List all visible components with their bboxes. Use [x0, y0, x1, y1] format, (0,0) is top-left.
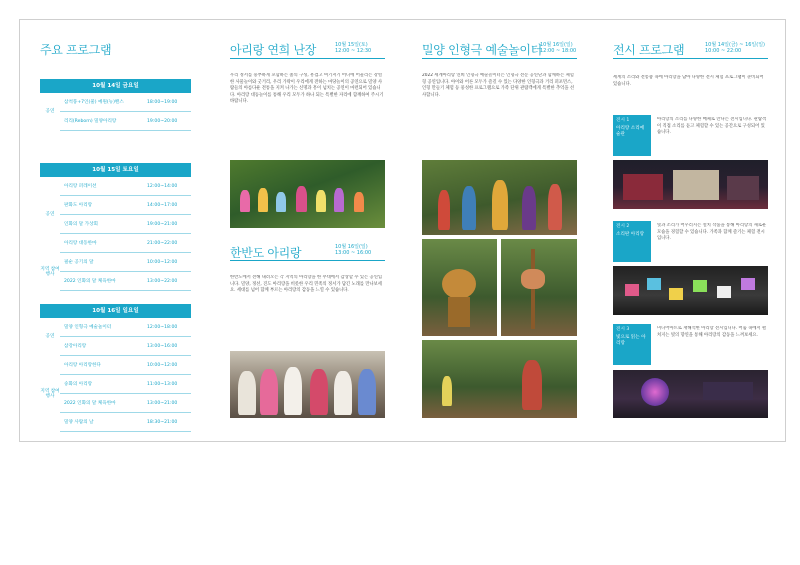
schedule-row [60, 215, 191, 234]
time-line: 12:00 ~ 12:30 [335, 48, 372, 54]
date-line: 10월 15일(토) [335, 42, 368, 48]
schedule-row [60, 337, 191, 356]
event-time: 12:00~18:00 [147, 324, 178, 330]
section-date [705, 42, 765, 54]
schedule-row [60, 272, 191, 291]
schedule-row [60, 318, 191, 337]
event-time: 10:00~12:00 [147, 259, 178, 265]
group-label: 공연 [45, 109, 55, 115]
puppet-parade-photo [422, 340, 577, 418]
event-name: 필순 공기의 달 [64, 260, 94, 265]
schedule-group [40, 253, 191, 291]
schedule-day-3 [40, 304, 191, 432]
section-title-main-program: 주요 프로그램 [40, 43, 112, 57]
event-time: 19:00~21:00 [147, 221, 178, 227]
exhibition-text-1: 아리랑의 소리를 다양한 매체로 만나는 전시입니다. 관람객이 직접 소리를 듣고 체험할 수 있는 공간으로 구성되어 있습니다. [657, 117, 767, 136]
section-title-puppet: 밀양 인형극 예술놀이터 [422, 43, 542, 57]
day-header: 10월 15일 토요일 [40, 163, 191, 177]
section-date [335, 244, 371, 256]
section-rule [422, 58, 577, 59]
section-rule [230, 260, 385, 261]
marionette-photo [501, 239, 577, 336]
arirang-performance-column [230, 20, 387, 441]
day-header: 10월 16일 일요일 [40, 304, 191, 318]
event-time: 18:30~21:00 [147, 419, 178, 425]
group-label: 지역 참여 행사 [40, 266, 60, 277]
event-name: 아리랑 퍼레이션 [64, 184, 97, 189]
time-line: 13:00 ~ 16:00 [335, 250, 372, 256]
section-title-yeonhui: 아리랑 연희 난장 [230, 43, 317, 57]
time-line: 10:00 ~ 22:00 [705, 48, 742, 54]
schedule-row [60, 234, 191, 253]
section-body: 한반도에서 전해 내려오는 각 지역의 아리랑을 한 무대에서 감상할 수 있는 공연입니다. 밀양, 정선, 진도 아리랑을 비롯한 우리 민족의 정서가 담긴 노래를 만나보세요. 세대를 넘어 함께 부르는 아리랑의 감동을 느낄 수 있습니다. [230, 275, 382, 294]
day-header: 10월 14일 금요일 [40, 79, 191, 93]
schedule-row [60, 375, 191, 394]
event-time: 19:00~20:00 [147, 118, 178, 124]
dance-photo [230, 160, 385, 228]
event-name: 삼강아리랑 [64, 344, 87, 349]
event-name: 리리(Reborn) 밀양아리랑 [64, 119, 117, 124]
date-line: 10월 14일(금) ~ 16일(일) [705, 42, 765, 48]
schedule-row [60, 93, 191, 112]
section-title-exhibition: 전시 프로그램 [613, 43, 685, 57]
time-line: 12:00 ~ 18:00 [540, 48, 577, 54]
event-name: 아리랑 대동한마 [64, 241, 97, 246]
schedule-row [60, 196, 191, 215]
badge-name: 빛으로 읽는 아리랑 [616, 335, 646, 346]
event-time: 13:00~16:00 [147, 343, 178, 349]
exhibition-badge-3 [613, 324, 651, 365]
schedule-group [40, 318, 191, 356]
event-name: 삼척풍+7인(물) 예원(뉴)밴스 [64, 100, 124, 105]
event-name: 밀양 인형극 예술놀이터 [64, 325, 112, 330]
section-date [540, 42, 576, 54]
media-art-photo [613, 370, 768, 418]
group-label: 지역 참여 행사 [40, 388, 60, 399]
event-time: 14:00~17:00 [147, 202, 178, 208]
brochure-spread [19, 19, 786, 442]
section-title-hanbando: 한반도 아리랑 [230, 246, 302, 260]
exhibition-text-3: 미디어아트로 재해석한 아리랑 전시입니다. 어둠 속에서 펼쳐지는 빛의 향연을 통해 아리랑의 감동을 느껴보세요. [657, 326, 767, 338]
schedule-row [60, 356, 191, 375]
badge-tag: 전시 3 [616, 327, 630, 332]
exhibition-hall-photo [613, 160, 768, 209]
exhibition-column [613, 20, 768, 441]
event-name: 인화의 달 가상회 [64, 222, 98, 227]
event-time: 21:00~22:00 [147, 240, 178, 246]
date-line: 10월 16일(일) [335, 244, 368, 250]
exhibition-badge-2 [613, 221, 651, 262]
section-body: 2022 세계아리랑 연희 인형극 예술놀이터는 인형극 전문 공연단과 함께하는 체험형 공연입니다. 아이와 어른 모두가 즐길 수 있는 다양한 인형극과 거리 퍼포먼스, 인형 만들기 체험 등 풍성한 프로그램으로 가족 단위 관람객에게 특별한 추억을 선사합니다. [422, 73, 574, 98]
puppet-crowd-photo [422, 160, 577, 235]
exhibition-badge-1 [613, 115, 651, 156]
section-rule [230, 58, 385, 59]
event-time: 13:00~22:00 [147, 278, 178, 284]
event-name: 밀양 사람의 날 [64, 420, 94, 425]
badge-name: 아리랑 소리예술관 [616, 126, 645, 137]
event-time: 11:00~13:00 [147, 381, 178, 387]
schedule-day-1 [40, 79, 191, 131]
schedule-group [40, 177, 191, 253]
event-name: 아리랑 아리랑한다 [64, 363, 101, 368]
section-rule [613, 58, 768, 59]
date-line: 10월 16일(일) [540, 42, 573, 48]
event-name: 2022 인화의 달 체육한마 [64, 279, 116, 284]
light-blocks-photo [613, 266, 768, 315]
event-time: 12:00~14:00 [147, 183, 178, 189]
group-label: 공연 [45, 334, 55, 340]
event-time: 13:00~21:00 [147, 400, 178, 406]
schedule-row [60, 177, 191, 196]
schedule-day-2 [40, 163, 191, 291]
schedule-row [60, 394, 191, 413]
badge-name: 소리판 아리랑 [616, 232, 645, 237]
schedule-row [60, 413, 191, 432]
badge-tag: 전시 2 [616, 224, 630, 229]
event-time: 18:00~19:00 [147, 99, 178, 105]
puppet-theater-column [422, 20, 579, 441]
exhibition-text-2: 빛과 소리가 어우러지는 설치 작품을 통해 아리랑의 새로운 모습을 경험할 수 있습니다. 가족과 함께 즐기는 체험 전시입니다. [657, 223, 767, 242]
section-body: 세계의 소리와 전통춤 속에 아리랑을 담아 다양한 전시 체험 프로그램이 준비되어 있습니다. [613, 75, 764, 87]
schedule-group [40, 93, 191, 131]
giant-puppet-photo [422, 239, 497, 336]
event-time: 10:00~12:00 [147, 362, 178, 368]
main-program-column [38, 20, 193, 441]
schedule-row [60, 112, 191, 131]
group-label: 공연 [45, 212, 55, 218]
schedule-group [40, 356, 191, 432]
hanbok-singers-photo [230, 351, 385, 418]
event-name: 판화도 아리랑 [64, 203, 93, 208]
badge-tag: 전시 1 [616, 118, 630, 123]
section-body: 우리 정서를 풍부하게 포함하는 춤의 구성, 흥겹고 여기저기 어디에 어울리는 강렬한 사물놀이와 굿거리, 우리 가락이 우리에게 전하는 마당놀이의 공연으로 밀양 사람들의 아름다운 전통을 지켜 나가는 신명과 흥이 넘치는 공연이 마련되어 있습니다. 아리랑 대동놀이를 통해 우리 모두가 하나 되는 특별한 자리에 함께하여 주시기 바랍니다. [230, 73, 384, 105]
schedule-row [60, 253, 191, 272]
event-name: 숭화의 아리랑 [64, 382, 93, 387]
section-date [335, 42, 371, 54]
event-name: 2022 인화의 달 체육한마 [64, 401, 116, 406]
